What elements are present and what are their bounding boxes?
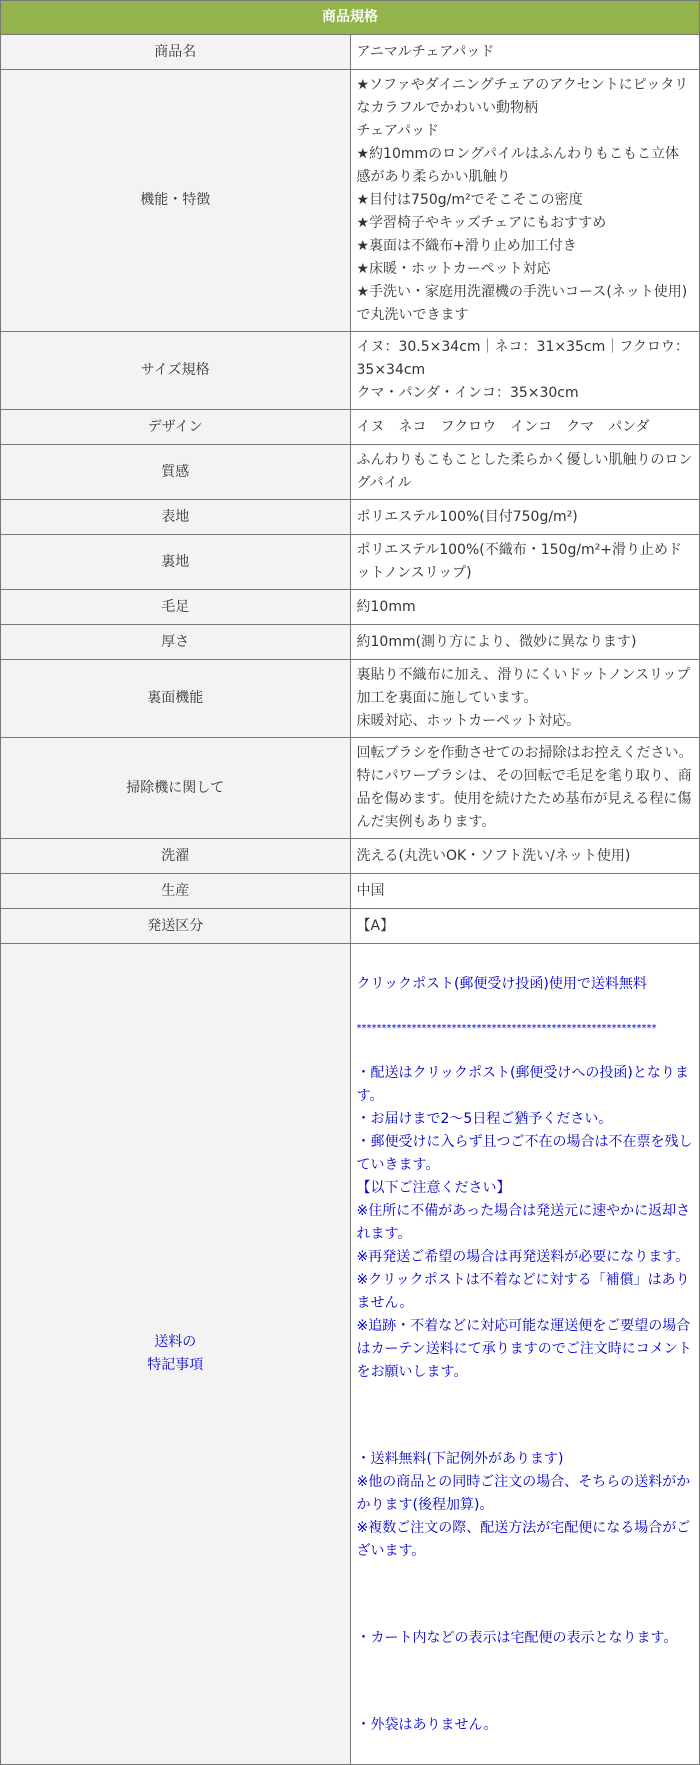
shipping-block-cart: ・カート内などの表示は宅配便の表示となります。 xyxy=(356,1630,678,1646)
shipping-notes-value xyxy=(350,944,700,1765)
row-surface xyxy=(1,500,700,535)
shipping-block-free: ・送料無料(下記例外があります) ※他の商品との同時ご注文の場合、そちらの送料がかかります(後程加算)。 ※複数ご注文の際、配送方法が宅配便になる場合がございます。 xyxy=(356,1451,691,1559)
row-value: ★ソファやダイニングチェアのアクセントにピッタリなカラフルでかわいい動物柄 チェアパッド ★約10mmのロングパイルはふんわりもこもこ立体感があり柔らかい肌触り ★目付は750g/m²でそこそこの密度 ★学習椅子やキッズチェアにもおすすめ ★裏面は不織布+滑り止め加工付き ★床暖・ホットカーペット対応 ★手洗い・家庭用洗濯機の手洗いコース(ネット使用)で丸洗いできます xyxy=(350,70,700,332)
row-value: 約10mm xyxy=(350,590,700,625)
row-origin xyxy=(1,874,700,909)
row-value: 中国 xyxy=(350,874,700,909)
spacer xyxy=(357,1586,694,1604)
row-value: 約10mm(測り方により、微妙に異なります) xyxy=(350,625,700,660)
table-title: 商品規格 xyxy=(1,1,700,35)
row-label: 厚さ xyxy=(1,625,351,660)
row-label: 表地 xyxy=(1,500,351,535)
row-label: 生産 xyxy=(1,874,351,909)
row-value: ポリエステル100%(不織布・150g/m²+滑り止めドットノンスリップ) xyxy=(350,535,700,590)
shipping-block-bag: ・外袋はありません。 xyxy=(356,1717,498,1733)
row-size xyxy=(1,332,700,410)
row-label: デザイン xyxy=(1,410,351,445)
row-pile xyxy=(1,590,700,625)
row-label: 掃除機に関して xyxy=(1,738,351,839)
row-value: ポリエステル100%(目付750g/m²) xyxy=(350,500,700,535)
spacer xyxy=(357,1673,694,1691)
row-value: イヌ：30.5×34cm｜ネコ：31×35cm｜フクロウ：35×34cm クマ・パンダ・インコ：35×30cm xyxy=(350,332,700,410)
row-label: 機能・特徴 xyxy=(1,70,351,332)
header-row xyxy=(1,1,700,35)
shipping-block-clickpost: ・配送はクリックポスト(郵便受けへの投函)となります。 ・お届けまで2〜5日程ご猶予ください。 ・郵便受けに入らず且つご不在の場合は不在票を残していきます。 【以下ご注意ください】 ※住所に不備があった場合は発送元に速やかに返却されます。 ※再発送ご希望の場合は再発送料が必要になります。 ※クリックポストは不着などに対する「補償」はありません。 ※追跡・不着などに対応可能な運送便をご要望の場合はカーテン送料にて承りますのでご注文時にコメントをお願いします。 xyxy=(356,1065,693,1380)
row-value: 【A】 xyxy=(350,909,700,944)
row-value: アニマルチェアパッド xyxy=(350,35,700,70)
row-label: 質感 xyxy=(1,445,351,500)
row-design xyxy=(1,410,700,445)
row-thickness xyxy=(1,625,700,660)
row-vacuum xyxy=(1,738,700,839)
row-back-function xyxy=(1,660,700,738)
row-texture xyxy=(1,445,700,500)
row-label: 裏地 xyxy=(1,535,351,590)
row-value: 裏貼り不織布に加え、滑りにくいドットノンスリップ加工を裏面に施しています。 床暖対応、ホットカーペット対応。 xyxy=(350,660,700,738)
row-label: サイズ規格 xyxy=(1,332,351,410)
row-value: イヌ ネコ フクロウ インコ クマ パンダ xyxy=(350,410,700,445)
row-value: 回転ブラシを作動させてのお掃除はお控えください。特にパワーブラシは、その回転で毛足を毟り取り、商品を傷めます。使用を続けたため基布が見える程に傷んだ実例もあります。 xyxy=(350,738,700,839)
row-backing xyxy=(1,535,700,590)
row-features xyxy=(1,70,700,332)
row-label: 裏面機能 xyxy=(1,660,351,738)
shipping-notes-label: 送料の 特記事項 xyxy=(147,1334,204,1373)
row-label: 発送区分 xyxy=(1,909,351,944)
row-shipping-notes xyxy=(1,944,700,1765)
row-value: 洗える(丸洗いOK・ソフト洗い/ネット使用) xyxy=(350,839,700,874)
spacer xyxy=(357,1407,694,1425)
row-label: 商品名 xyxy=(1,35,351,70)
row-label: 毛足 xyxy=(1,590,351,625)
row-shipping-class xyxy=(1,909,700,944)
row-value: ふんわりもこもことした柔らかく優しい肌触りのロングパイル xyxy=(350,445,700,500)
row-label xyxy=(1,944,351,1765)
row-label: 洗濯 xyxy=(1,839,351,874)
shipping-headline: クリックポスト(郵便受け投函)使用で送料無料 xyxy=(356,976,647,992)
row-washing xyxy=(1,839,700,874)
row-product-name xyxy=(1,35,700,70)
star-divider: ************************************************************ xyxy=(356,1023,657,1034)
